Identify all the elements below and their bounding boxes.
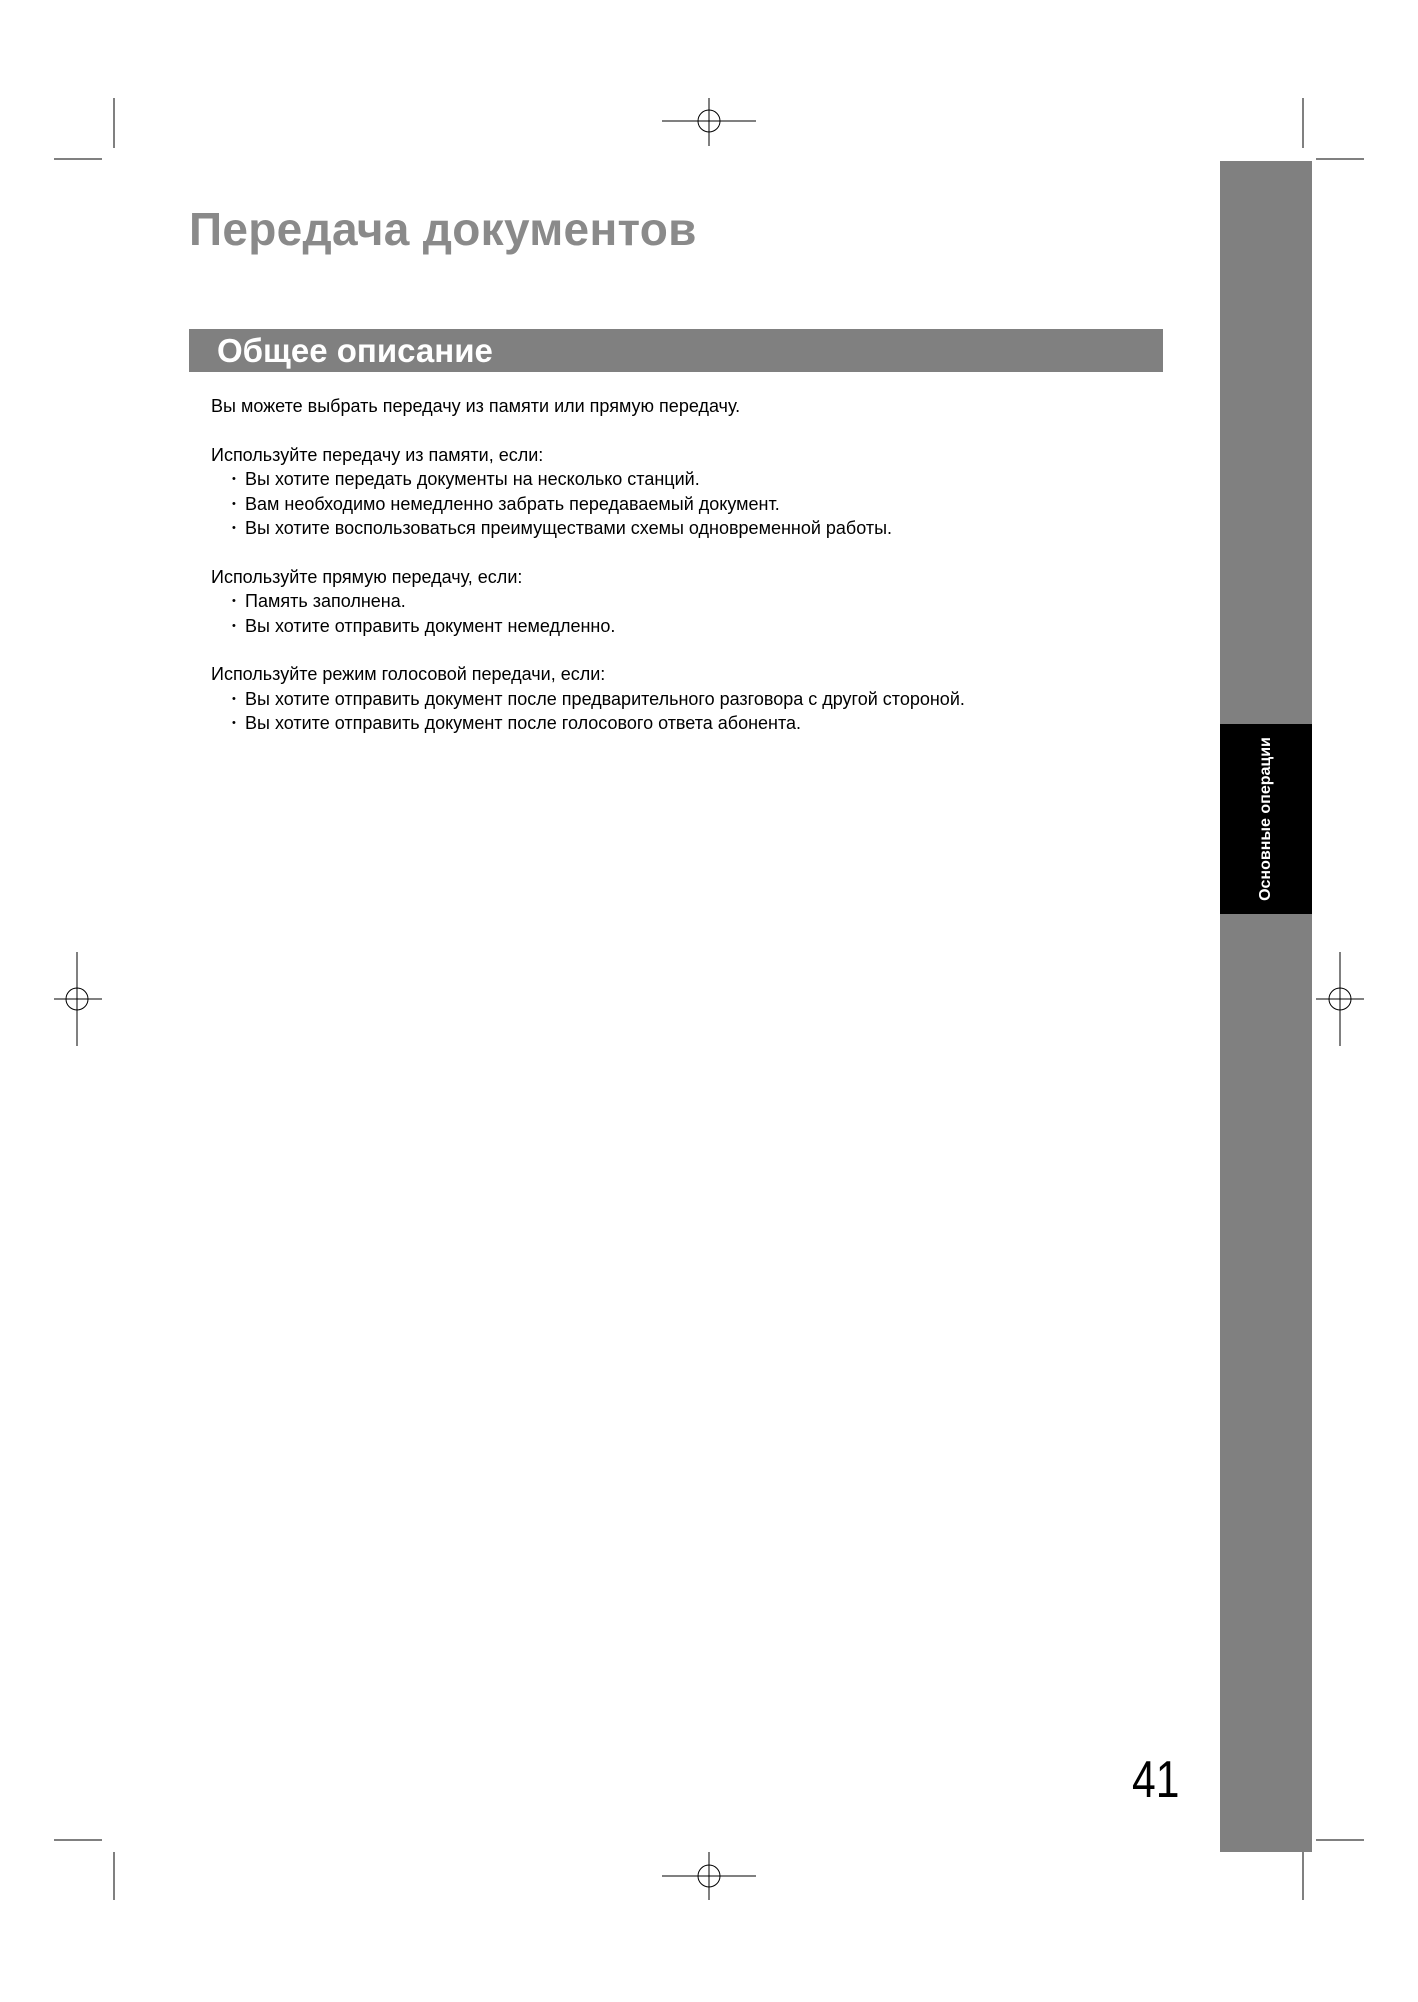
group-memory-transmission [211,443,1111,541]
list-item: • Вы хотите отправить документ немедленно. [232,614,1111,639]
group-heading: Используйте режим голосовой передачи, если: [211,664,606,684]
bullet-icon: • [232,473,236,485]
bullet-icon: • [232,717,236,729]
bullet-icon: • [232,595,236,607]
bullet-icon: • [232,692,236,705]
list-item: • Вы хотите воспользоваться преимуществами схемы одновременной работы. [232,516,1111,541]
list-item: • Вам необходимо немедленно забрать передаваемый документ. [232,492,1111,517]
group-direct-transmission [211,565,1111,639]
side-tab-label-box [1220,724,1312,914]
list-item: • Вы хотите передать документы на несколько станций. [232,467,1111,492]
group-heading: Используйте передачу из памяти, если: [211,444,544,465]
group-voice-transmission [211,662,1111,736]
list-item: • Вы хотите отправить документ после предварительного разговора с другой стороной. [232,687,1111,712]
group-heading: Используйте прямую передачу, если: [211,566,523,587]
page-title: Передача документов [189,203,697,255]
section-header-bar [189,329,1163,372]
bullet-icon: • [232,497,236,510]
bullet-list [211,687,1111,736]
page-number: 41 [1132,1751,1180,1809]
bullet-list [211,589,1111,638]
body-content [211,394,1111,736]
side-tab-strip [1220,161,1312,1852]
list-item: • Память заполнена. [232,589,1111,614]
bullet-icon: • [232,619,236,632]
bullet-list [211,467,1111,541]
bullet-icon: • [232,522,236,534]
intro-paragraph: Вы можете выбрать передачу из памяти или прямую передачу. [211,396,741,416]
side-tab-label: Основные операции [1257,737,1274,901]
section-title: Общее описание [217,332,493,369]
list-item: • Вы хотите отправить документ после голосового ответа абонента. [232,711,1111,736]
